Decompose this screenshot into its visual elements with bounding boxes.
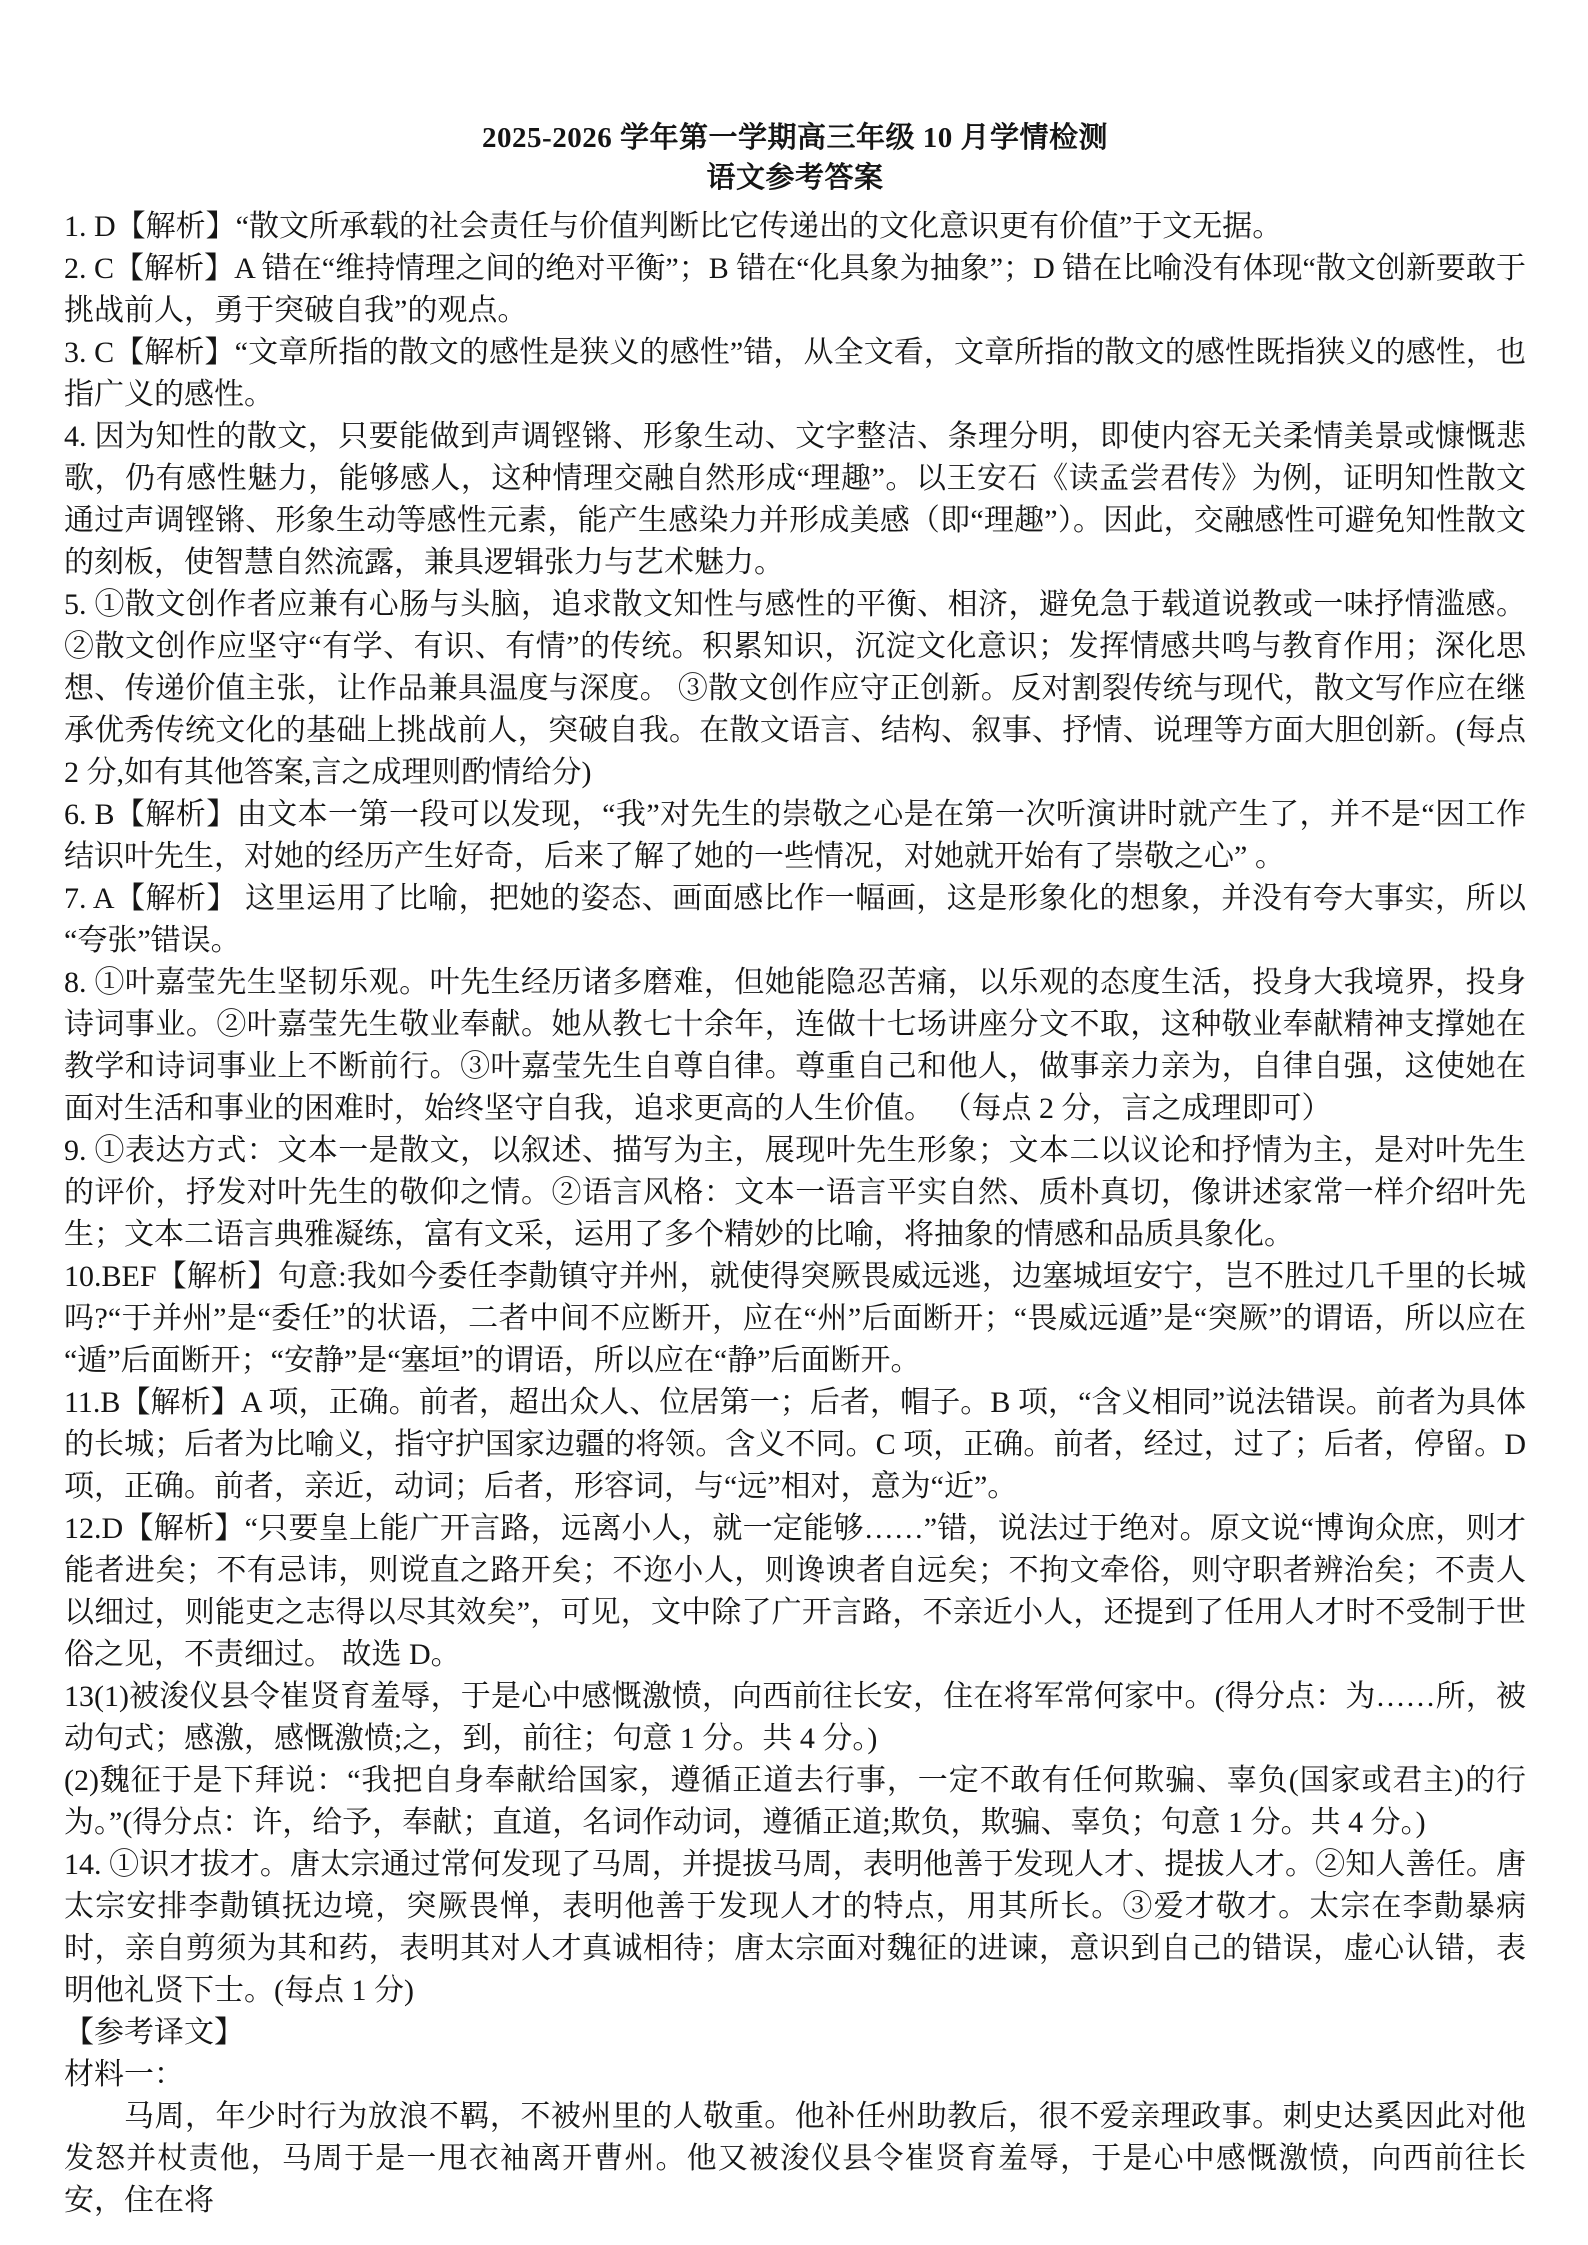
answer-q6: 6. B【解析】由文本一第一段可以发现，“我”对先生的崇敬之心是在第一次听演讲时就产生了，并不是“因工作结识叶先生，对她的经历产生好奇，后来了解了她的一些情况，对她就开始有了崇敬之心” 。 xyxy=(64,798,1526,873)
answer-q7: 7. A【解析】 这里运用了比喻，把她的姿态、画面感比作一幅画，这是形象化的想象，并没有夸大事实，所以“夸张”错误。 xyxy=(64,882,1526,957)
translation-paragraph: 马周，年少时行为放浪不羁，不被州里的人敬重。他补任州助教后，很不爱亲理政事。刺史达奚因此对他发怒并杖责他，马周于是一甩衣袖离开曹州。他又被浚仪县令崔贤育羞辱，于是心中感慨激愤，向西前往长安，住在将 xyxy=(64,2100,1526,2217)
answer-q14: 14. ①识才拔才。唐太宗通过常何发现了马周，并提拔马周，表明他善于发现人才、提拔人才。②知人善任。唐太宗安排李勣镇抚边境，突厥畏惮，表明他善于发现人才的特点，用其所长。③爱才敬才。太宗在李勣暴病时，亲自剪须为其和药，表明其对人才真诚相待；唐太宗面对魏征的进谏，意识到自己的错误，虚心认错，表明他礼贤下士。(每点 1 分) xyxy=(64,1848,1526,2007)
answers-content xyxy=(64,206,1526,2222)
answer-q13-part2: (2)魏征于是下拜说：“我把自身奉献给国家，遵循正道去行事，一定不敢有任何欺骗、辜负(国家或君主)的行为。”(得分点：许，给予，奉献；直道，名词作动词，遵循正道;欺负，欺骗、辜负；句意 1 分。共 4 分。) xyxy=(64,1764,1526,1839)
document-subtitle: 语文参考答案 xyxy=(706,162,884,194)
document-title: 2025-2026 学年第一学期高三年级 10 月学情检测 xyxy=(482,122,1108,154)
reference-translation-header: 【参考译文】 xyxy=(64,2016,244,2049)
answer-q12: 12.D【解析】“只要皇上能广开言路，远离小人，就一定能够……”错，说法过于绝对。原文说“博询众庶，则才能者进矣；不有忌讳，则谠直之路开矣；不迩小人，则谗谀者自远矣；不拘文牵俗，则守职者辨治矣；不责人以细过，则能吏之志得以尽其效矣”，可见，文中除了广开言路，不亲近小人，还提到了任用人才时不受制于世俗之见，不责细过。 故选 D。 xyxy=(64,1512,1526,1671)
answer-q5: 5. ①散文创作者应兼有心肠与头脑，追求散文知性与感性的平衡、相济，避免急于载道说教或一味抒情滥感。 ②散文创作应坚守“有学、有识、有情”的传统。积累知识，沉淀文化意识；发挥情感共鸣与教育作用；深化思想、传递价值主张，让作品兼具温度与深度。 ③散文创作应守正创新。反对割裂传统与现代，散文写作应在继承优秀传统文化的基础上挑战前人，突破自我。在散文语言、结构、叙事、抒情、说理等方面大胆创新。(每点 2 分,如有其他答案,言之成理则酌情给分) xyxy=(64,588,1526,789)
answer-q1: 1. D【解析】“散文所承载的社会责任与价值判断比它传递出的文化意识更有价值”于文无据。 xyxy=(64,210,1283,243)
answer-q2: 2. C【解析】A 错在“维持情理之间的绝对平衡”；B 错在“化具象为抽象”；D 错在比喻没有体现“散文创新要敢于挑战前人，勇于突破自我”的观点。 xyxy=(64,252,1526,327)
answer-q3: 3. C【解析】“文章所指的散文的感性是狭义的感性”错，从全文看，文章所指的散文的感性既指狭义的感性，也指广义的感性。 xyxy=(64,336,1526,411)
material-one-label: 材料一： xyxy=(64,2058,184,2091)
answer-q13-part1: 13(1)被浚仪县令崔贤育羞辱，于是心中感慨激愤，向西前往长安，住在将军常何家中。(得分点：为……所，被动句式；感激，感慨激愤;之，到，前往；句意 1 分。共 4 分。) xyxy=(64,1680,1526,1755)
answer-q11: 11.B【解析】A 项，正确。前者，超出众人、位居第一；后者，帽子。B 项，“含义相同”说法错误。前者为具体的长城；后者为比喻义，指守护国家边疆的将领。含义不同。C 项，正确。前者，经过，过了；后者，停留。D 项，正确。前者，亲近，动词；后者，形容词，与“远”相对，意为“近”。 xyxy=(64,1386,1526,1503)
answer-q8: 8. ①叶嘉莹先生坚韧乐观。叶先生经历诸多磨难，但她能隐忍苦痛，以乐观的态度生活，投身大我境界，投身诗词事业。②叶嘉莹先生敬业奉献。她从教七十余年，连做十七场讲座分文不取，这种敬业奉献精神支撑她在教学和诗词事业上不断前行。③叶嘉莹先生自尊自律。尊重自己和他人，做事亲力亲为，自律自强，这使她在面对生活和事业的困难时，始终坚守自我，追求更高的人生价值。 （每点 2 分，言之成理即可） xyxy=(64,966,1526,1125)
answer-q9: 9. ①表达方式：文本一是散文，以叙述、描写为主，展现叶先生形象；文本二以议论和抒情为主，是对叶先生的评价，抒发对叶先生的敬仰之情。②语言风格：文本一语言平实自然、质朴真切，像讲述家常一样介绍叶先生；文本二语言典雅凝练，富有文采，运用了多个精妙的比喻，将抽象的情感和品质具象化。 xyxy=(64,1134,1526,1251)
answer-q10: 10.BEF【解析】句意:我如今委任李勣镇守并州，就使得突厥畏威远逃，边塞城垣安宁，岂不胜过几千里的长城吗?“于并州”是“委任”的状语，二者中间不应断开，应在“州”后面断开；“畏威远遁”是“突厥”的谓语，所以应在“遁”后面断开；“安静”是“塞垣”的谓语，所以应在“静”后面断开。 xyxy=(64,1260,1526,1377)
answer-q4: 4. 因为知性的散文，只要能做到声调铿锵、形象生动、文字整洁、条理分明，即使内容无关柔情美景或慷慨悲歌，仍有感性魅力，能够感人，这种情理交融自然形成“理趣”。以王安石《读孟尝君传》为例，证明知性散文通过声调铿锵、形象生动等感性元素，能产生感染力并形成美感（即“理趣”）。因此，交融感性可避免知性散文的刻板，使智慧自然流露，兼具逻辑张力与艺术魅力。 xyxy=(64,420,1526,579)
